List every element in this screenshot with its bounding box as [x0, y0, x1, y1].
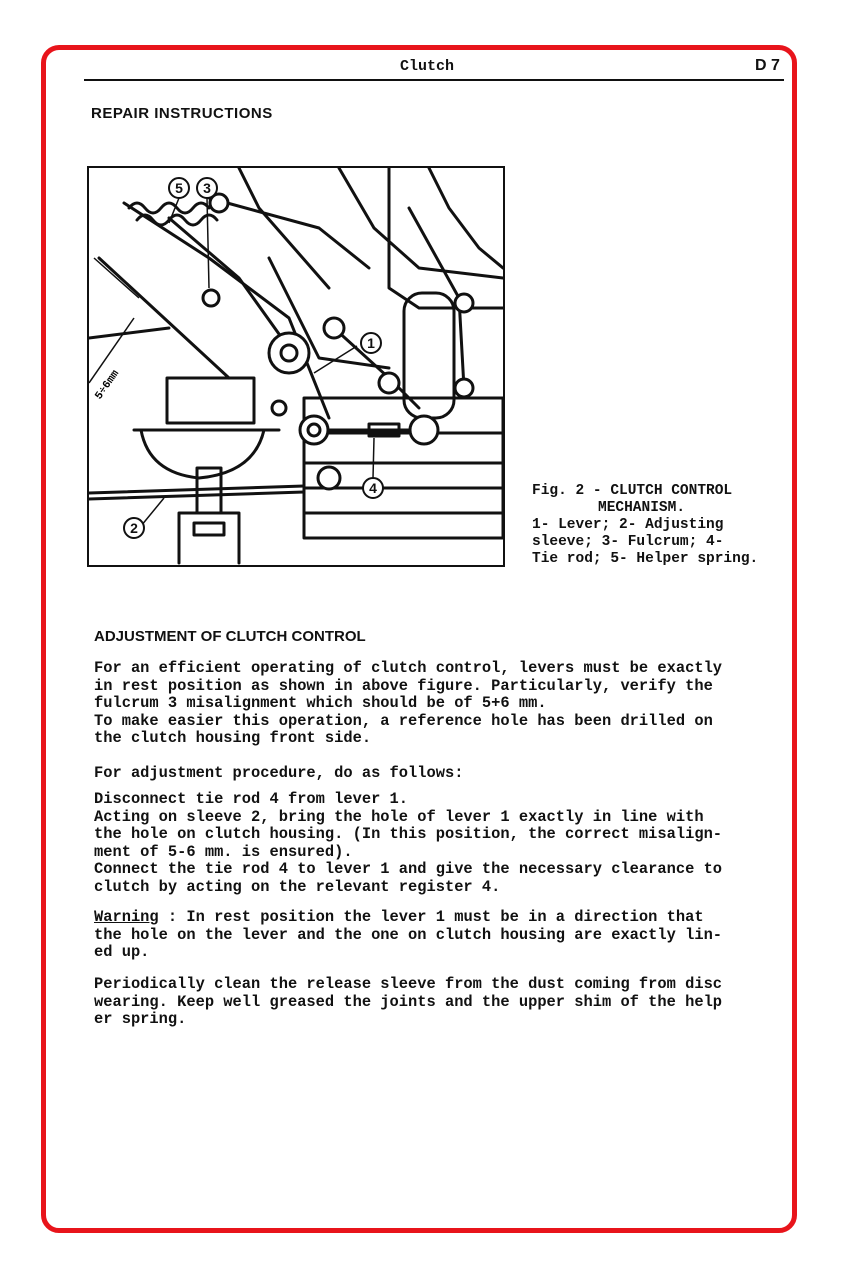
text-line: wearing. Keep well greased the joints and the upper shim of the help — [94, 992, 723, 1011]
text-line: fulcrum 3 misalignment which should be of 5+6 mm. — [94, 694, 547, 713]
adjustment-title: ADJUSTMENT OF CLUTCH CONTROL — [94, 628, 366, 645]
caption-line: sleeve; 3- Fulcrum; 4- — [532, 534, 724, 550]
text-line: Connect the tie rod 4 to lever 1 and give the necessary clearance to — [94, 860, 723, 879]
text-line: ed up. — [94, 943, 150, 962]
text-line: the hole on the lever and the one on clutch housing are exactly lin- — [94, 925, 723, 944]
caption-line: Tie rod; 5- Helper spring. — [532, 551, 759, 567]
header-rule — [84, 79, 784, 81]
text-line: For an efficient operating of clutch control, levers must be exactly — [94, 659, 723, 677]
text-line: clutch by acting on the relevant register 4. — [94, 877, 501, 896]
clutch-mechanism-drawing — [89, 168, 503, 565]
callout-2: 2 — [130, 520, 138, 536]
text-line: For adjustment procedure, do as follows: — [94, 764, 464, 782]
text-line: in rest position as shown in above figure. Particularly, verify the — [94, 676, 713, 695]
text-line: Periodically clean the release sleeve from the dust coming from disc — [94, 975, 723, 993]
paragraph-intro — [94, 660, 794, 748]
paragraph-procedure-intro — [94, 765, 794, 783]
text-line: To make easier this operation, a reference hole has been drilled on — [94, 711, 713, 730]
clutch-mechanism-figure — [87, 166, 505, 567]
text-line: the clutch housing front side. — [94, 729, 372, 748]
paragraph-maintenance — [94, 976, 794, 1029]
text-line: the hole on clutch housing. (In this position, the correct misalign- — [94, 825, 723, 844]
text-line: : In rest position the lever 1 must be in a direction that — [158, 908, 704, 926]
text-line: ment of 5-6 mm. is ensured). — [94, 842, 353, 861]
paragraph-warning — [94, 909, 794, 962]
callout-1: 1 — [367, 335, 375, 351]
page-number: D 7 — [755, 57, 780, 74]
header-title: Clutch — [400, 58, 455, 75]
text-line: Disconnect tie rod 4 from lever 1. — [94, 790, 409, 808]
callout-5: 5 — [175, 180, 183, 196]
callout-3: 3 — [203, 180, 211, 196]
paragraph-procedure — [94, 791, 794, 897]
text-line: er spring. — [94, 1010, 187, 1029]
caption-line: 1- Lever; 2- Adjusting — [532, 517, 724, 533]
caption-line: MECHANISM. — [598, 500, 686, 516]
caption-line: Fig. 2 - CLUTCH CONTROL — [532, 483, 733, 499]
callout-4: 4 — [369, 480, 377, 496]
section-title: REPAIR INSTRUCTIONS — [91, 105, 273, 122]
warning-label: Warning — [94, 908, 159, 926]
text-line: Acting on sleeve 2, bring the hole of lever 1 exactly in line with — [94, 807, 704, 826]
dimension-label: 5÷6mm — [93, 368, 123, 403]
figure-caption — [532, 483, 758, 568]
